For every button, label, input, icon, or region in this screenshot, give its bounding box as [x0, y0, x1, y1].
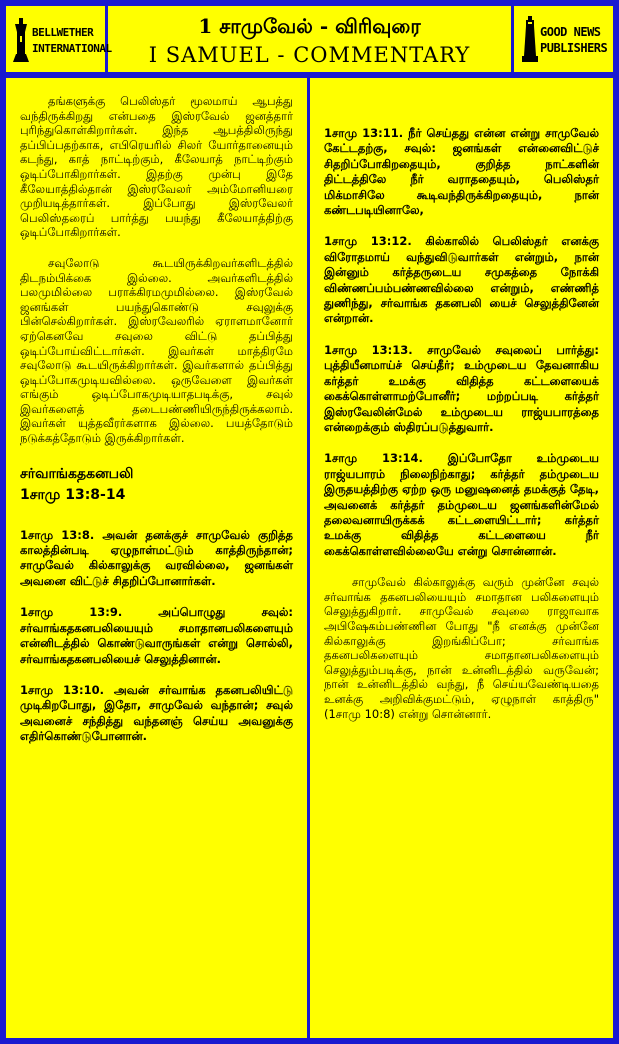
bell-tower-icon — [12, 18, 30, 62]
verse-13-10: 1சாமு 13:10. அவன் சர்வாங்க தகனபலியிட்டு முடிகிறபோது, இதோ, சாமுவேல் வந்தான்; சவுல் அவனைச் சந்தித்து வந்தனஞ் செய்ய அவனுக்கு எதிர்கொண்டுபோனான். — [20, 682, 293, 744]
bellwether-logo-line-1: BELLWETHER — [32, 26, 94, 39]
verse-13-8: 1சாமு 13:8. அவன் தனக்குச் சாமுவேல் குறித்த காலத்தின்படி ஏழுநாள்மட்டும் காத்திருந்தான்; சாமுவேல் கில்காலுக்கு வரவில்லை, ஜனங்கள் அவனை விட்டுச் சிதறிப்போனார்கள். — [20, 527, 293, 588]
lighthouse-icon — [522, 16, 538, 62]
verse-13-14: 1சாமு 13:14. இப்போதோ உம்முடைய ராஜ்யபாரம் நிலைநிற்காது; கர்த்தர் தம்முடைய இருதயத்திற்கு ஏற்ற ஒரு மனுஷனைத் தமக்குத் தேடி, அவனைக் கர்த்தர் தம்முடைய ஜனங்களின்மேல் தலைவனாயிருக்கக் கட்டளையிட்டார்; கர்த்தர் உமக்கு விதித்த கட்டளையை நீர் கைக்கொள்ளவில்லையே என்று சொன்னான். — [324, 451, 599, 558]
header — [3, 3, 616, 75]
title-area — [108, 3, 511, 75]
verse-13-12: 1சாமு 13:12. கில்காலில் பெலிஸ்தர் எனக்கு விரோதமாய் வந்துவிடுவார்கள் என்றும், நான் இன்னும் கர்த்தருடைய சமுகத்தை நோக்கி விண்ணப்பம்பண்ணவில்லை என்றும், எண்ணித் துணிந்து, சர்வாங்க தகனபலி யைச் செலுத்தினேன் என்றான். — [324, 234, 599, 326]
right-column — [310, 75, 616, 1041]
bellwether-logo — [3, 3, 112, 75]
commentary-paragraph-2: சவுலோடு கூடயிருக்கிறவர்களிடத்தில் திடநம்பிக்கை இல்லை. அவர்களிடத்தில் பலமுமில்லை பராக்கிரமமுமில்லை. இஸ்ரவேல் ஜனங்கள் பயந்துகொண்டு சவுலுக்கு பின்செல்கிறார்கள். இஸ்ரவேலரில் ஏராளமானோர் ஏற்கெனவே சவுலை விட்டு தப்பித்து ஒடிப்போய்விட்டார்கள். இவர்கள் மாத்திரமே சவுலோடு கூடயிருக்கிறார்கள். இவர்களால் தப்பித்து ஒடிப்போகமுடியவில்லை. ஒருவேளை இவர்கள் எங்கும் ஒடிப்போகமுடியாதபடிக்கு, சவுல் இவர்களைத் தடைபண்ணியிருந்திருக்கலாம். இவர்கள் யுத்தவீரர்களாக இல்லை. பயத்தோடும் நடுக்கத்தோடும் இருக்கிறார்கள். — [20, 255, 293, 446]
good-news-logo — [511, 3, 616, 75]
section-heading — [20, 464, 293, 506]
left-column — [3, 75, 310, 1041]
section-title: சர்வாங்கதகனபலி — [20, 465, 134, 482]
section-reference: 1சாமு 13:8-14 — [20, 486, 126, 503]
title-english: I SAMUEL - COMMENTARY — [148, 43, 471, 67]
verse-13-9: 1சாமு 13:9. அப்பொழுது சவுல்: சர்வாங்கதகனபலியையும் சமாதானபலிகளையும் என்னிடத்தில் கொண்டுவாருங்கள் என்று சொல்லி, சர்வாங்கதகனபலியைச் செலுத்தினான். — [20, 605, 293, 666]
commentary-paragraph-3: சாமுவேல் கில்காலுக்கு வரும் முன்னே சவுல் சர்வாங்க தகனபலியையும் சமாதான பலிகளையும் செலுத்துகிறார். சாமுவேல் சவுலை ராஜாவாக அபிஷேகம்பண்ணின போது "நீ எனக்கு முன்னே கில்காலுக்கு இறங்கிப்போ; சர்வாங்க தகனபலிகளையும் சமாதானபலிகளையும் செலுத்தும்படிக்கு, நான் உன்னிடத்தில் வருவேன்; நான் உன்னிடத்தில் வந்து, நீ செய்யவேண்டியதை உனக்கு அறிவிக்குமட்டும், ஏழுநாள் காத்திரு" (1சாமு 10:8) என்று சொன்னார். — [324, 575, 599, 721]
commentary-paragraph-1: தங்களுக்கு பெலிஸ்தர் மூலமாய் ஆபத்து வந்திருக்கிறது என்பதை இஸ்ரவேல் ஜனத்தார் புரிந்துகொள்கிறார்கள். இந்த ஆபத்திலிருந்து தப்பிப்பதற்காக, எபிரெயரில் சிலர் யோர்தானையும் கடந்து, காத் நாட்டிற்கும், கீலேயாத் நாட்டிற்கும் ஒடிப்போகிறார்கள். இதற்கு முன்பு இதே கீலேயாத்தில்தான் இஸ்ரவேலர் அம்மோனியரை முறியடித்தார்கள். இப்போது இஸ்ரவேலர் பெலிஸ்தரைப் பார்த்து பயந்து கீலேயாத்திற்கு ஒடிப்போகிறார்கள். — [20, 94, 293, 240]
verse-13-13: 1சாமு 13:13. சாமுவேல் சவுலைப் பார்த்து: புத்தியீனமாய்ச் செய்தீர்; உம்முடைய தேவனாகிய கர்த்தர் உமக்கு விதித்த கட்டளையைக் கைக்கொள்ளாமற்போனீர்; மற்றப்படி கர்த்தர் இஸ்ரவேலின்மேல் உம்முடைய ராஜ்யபாரத்தை என்றைக்கும் ஸ்திரப்படுத்துவார். — [324, 342, 599, 434]
good-news-logo-line-1: GOOD NEWS — [540, 25, 601, 39]
bellwether-logo-line-2: INTERNATIONAL — [32, 42, 112, 55]
good-news-logo-line-2: PUBLISHERS — [540, 41, 608, 55]
title-tamil: 1 சாமுவேல் - விரிவுரை — [198, 14, 421, 38]
verse-13-11: 1சாமு 13:11. நீர் செய்தது என்ன என்று சாமுவேல் கேட்டதற்கு, சவுல்: ஜனங்கள் என்னைவிட்டுச் சிதறிப்போகிறதையும், குறித்த நாட்களின் திட்டத்திலே நீர் வராததையும், பெலிஸ்தர் மிக்மாசிலே கூடிவந்திருக்கிறதையும், நான் கண்டபடியினாலே, — [324, 126, 599, 218]
